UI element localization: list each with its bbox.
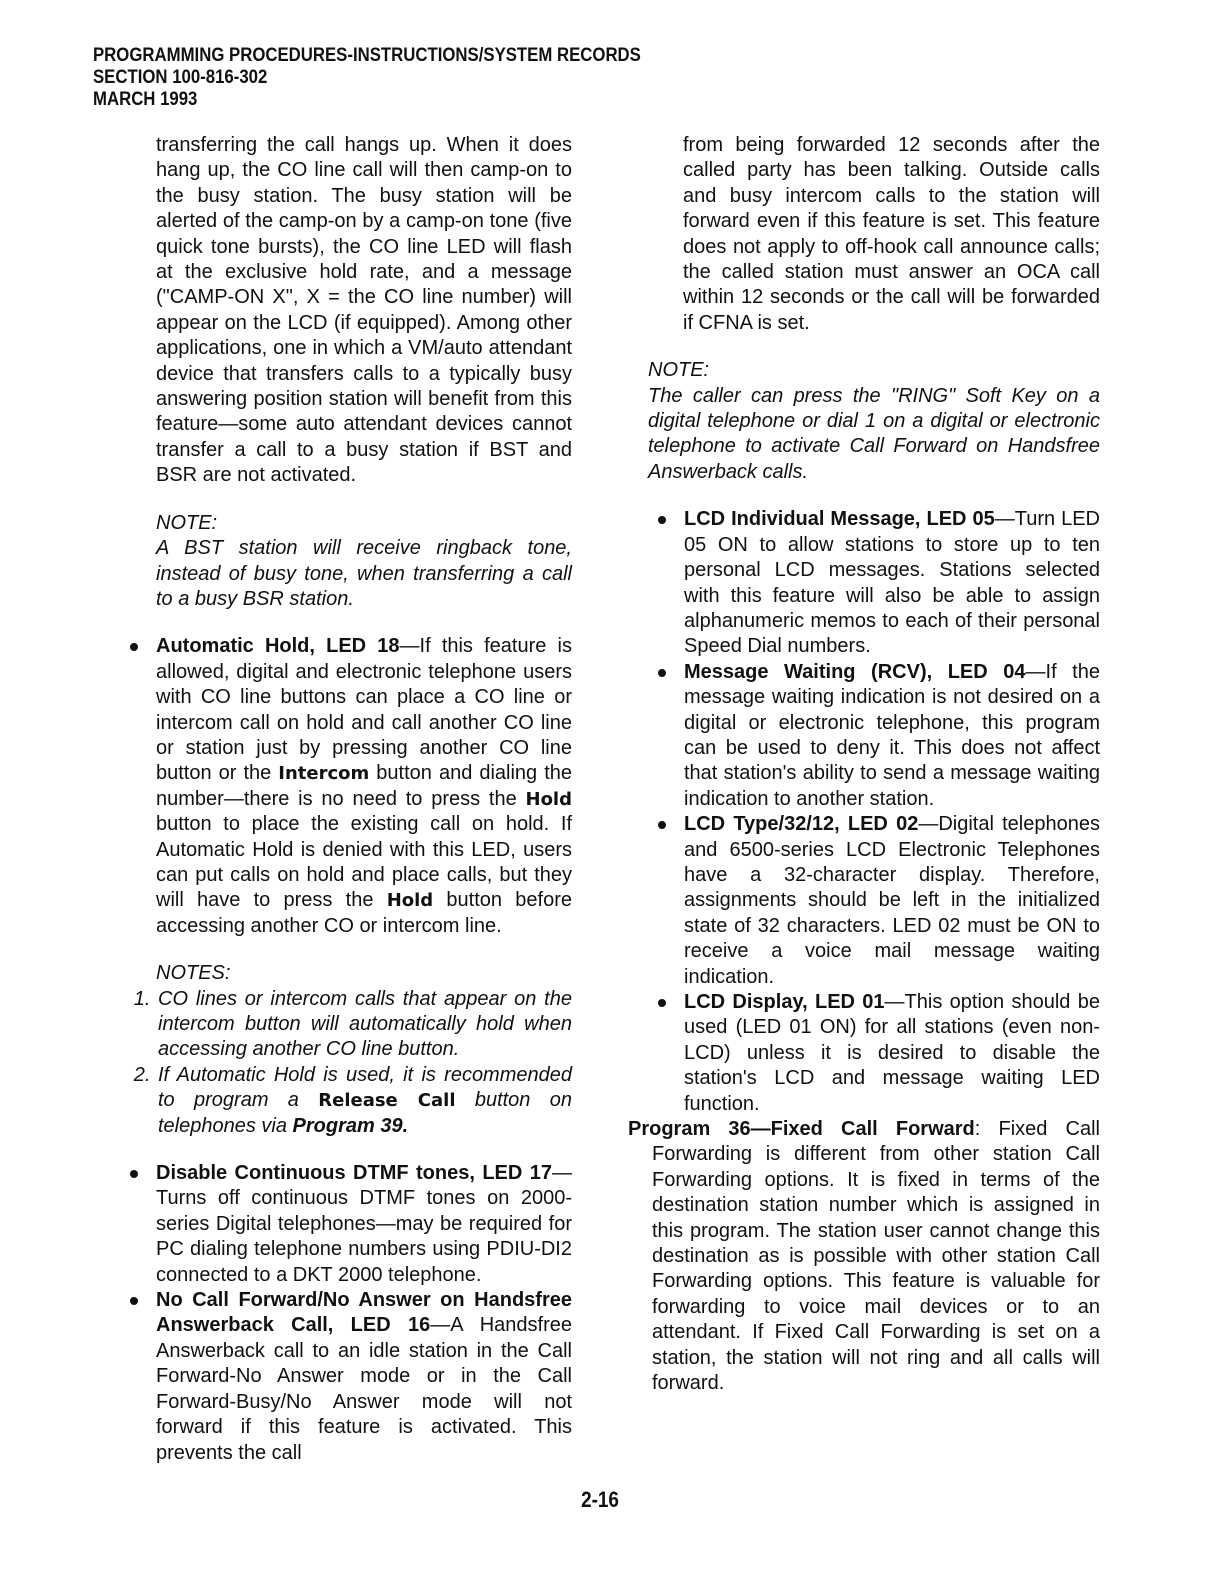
bullet-text: —If this feature is allowed, digital and electronic telephone users with CO line buttons can place a CO line or intercom call on hold and call another CO line or station just by pressing another CO line button or the	[156, 635, 572, 785]
bullet-message-waiting	[648, 660, 1100, 812]
paragraph: from being forwarded 12 seconds after the called party has been talking. Outside calls and busy intercom calls to the station will forward even if this feature is set. This feature does not apply to off-hook call announce calls; the called station must answer an OCA call within 12 seconds or the call will be forwarded if CFNA is set.	[683, 134, 1100, 334]
note	[648, 358, 1100, 485]
bullet-list	[648, 507, 1100, 1117]
key-intercom: Intercom	[278, 763, 370, 785]
note	[156, 511, 572, 613]
note-item	[156, 1063, 572, 1139]
bullet-text: button and dialing the number—there is no need to press the	[156, 762, 572, 810]
bullet-automatic-hold	[120, 634, 572, 939]
program-text: : Fixed Call Forwarding is different from other station Call Forwarding options. It is fixed in terms of the destination station number which is assigned in this program. The station user cannot change this destination as is possible with other station Call Forwarding options. This feature is valuable for forwarding to voice mail devices or to an attendant. If Fixed Call Forwarding is set on a station, the station will not ring and all calls will forward.	[652, 1118, 1100, 1395]
bullet-lcd-display	[648, 990, 1100, 1117]
bullet-text: button to place the existing call on hold. If Automatic Hold is denied with this LED, users can put calls on hold and place calls, but they will have to press the	[156, 813, 572, 912]
bullet-title: LCD Display, LED 01	[684, 991, 885, 1013]
key-hold: Hold	[525, 788, 572, 810]
bullet-disable-dtmf	[120, 1161, 572, 1288]
note-text: The caller can press the "RING" Soft Key on a digital telephone or dial 1 on a digital or electronic telephone to activate Call Forward on Handsfree Answerback calls.	[648, 384, 1100, 483]
right-column	[628, 133, 1100, 1397]
header-section: SECTION 100-816-302	[93, 66, 268, 88]
note-label: NOTE:	[648, 359, 710, 382]
note-text: If Automatic Hold is used, it is recommended to program a	[158, 1063, 572, 1112]
bullet-lcd-individual-message	[648, 507, 1100, 659]
left-column	[120, 133, 572, 1466]
bullet-text: —If the message waiting indication is not desired on a digital or electronic telephone, this program can be used to deny it. This does not affect that station's ability to send a message waiting indication to another station.	[684, 660, 1100, 810]
program-ref: Program 39.	[292, 1114, 409, 1137]
program-36-paragraph	[628, 1117, 1100, 1396]
bullet-text: —Digital telephones and 6500-series LCD Electronic Telephones have a 32-character display. Therefore, assignments should be left in the initialized state of 32 characters. LED 02 must be ON to receive a voice mail message waiting indication.	[684, 813, 1100, 988]
bullet-text: — Turns off continuous DTMF tones on 2000-series Digital telephones—may be required for PC dialing telephone numbers using PDIU-DI2 connected to a DKT 2000 telephone.	[156, 1162, 572, 1286]
bullet-no-call-forward	[120, 1288, 572, 1466]
paragraph: transferring the call hangs up. When it does hang up, the CO line call will then camp-on to the busy station. The busy station will be alerted of the camp-on by a camp-on tone (five quick tone bursts), the CO line LED will flash at the exclusive hold rate, and a message ("CAMP-ON X", X = the CO line number) will appear on the LCD (if equipped). Among other applications, one in which a VM/auto attendant device that transfers calls to a typically busy answering position station will benefit from this feature—some auto attendant devices cannot transfer a call to a busy station if BST and BSR are not activated.	[156, 134, 572, 487]
page-header	[93, 44, 641, 110]
bullet-text: —This option should be used (LED 01 ON) for all stations (even non-LCD) unless it is desired to disable the station's LCD and message waiting LED function.	[684, 991, 1100, 1115]
note-text: button on telephones via	[158, 1089, 572, 1137]
bullet-title: Automatic Hold, LED 18	[156, 635, 400, 658]
page-number: 2-16	[581, 1487, 619, 1512]
key-hold: Hold	[386, 890, 434, 912]
bullet-text: button before accessing another CO or intercom line.	[156, 889, 572, 937]
bullet-title: Message Waiting (RCV), LED 04	[684, 660, 1026, 683]
key-release-call: Release Call	[318, 1090, 456, 1112]
header-title: PROGRAMMING PROCEDURES-INSTRUCTIONS/SYSTEM RECORDS	[93, 44, 641, 66]
bullet-lcd-type	[648, 812, 1100, 990]
bullet-text: —Turn LED 05 ON to allow stations to store up to ten personal LCD messages. Stations selected with this feature will also be able to assign alphanumeric memos to each of their personal Speed Dial numbers.	[684, 508, 1100, 658]
note-text: A BST station will receive ringback tone, instead of busy tone, when transferring a call to a busy BSR station.	[156, 537, 572, 610]
bullet-title: Disable Continuous DTMF tones, LED 17	[156, 1162, 552, 1185]
header-date: MARCH 1993	[93, 88, 198, 110]
program-title: Program 36—Fixed Call Forward	[628, 1118, 975, 1141]
bullet-text: —A Handsfree Answerback call to an idle station in the Call Forward-No Answer mode or in the Call Forward-Busy/No Answer mode will not forward if this feature is activated. This prevents the call	[156, 1314, 572, 1464]
notes-list	[120, 987, 572, 1139]
bullet-title: LCD Individual Message, LED 05	[684, 508, 995, 531]
notes-label: NOTES:	[156, 962, 231, 985]
note-item: 1. CO lines or intercom calls that appear on the intercom button will automatically hold when accessing another CO line button.	[156, 987, 572, 1063]
bullet-title: LCD Type/32/12, LED 02	[684, 813, 919, 836]
bullet-title: No Call Forward/No Answer on Handsfree Answerback Call, LED 16	[156, 1289, 572, 1337]
note-label: NOTE:	[156, 511, 218, 534]
